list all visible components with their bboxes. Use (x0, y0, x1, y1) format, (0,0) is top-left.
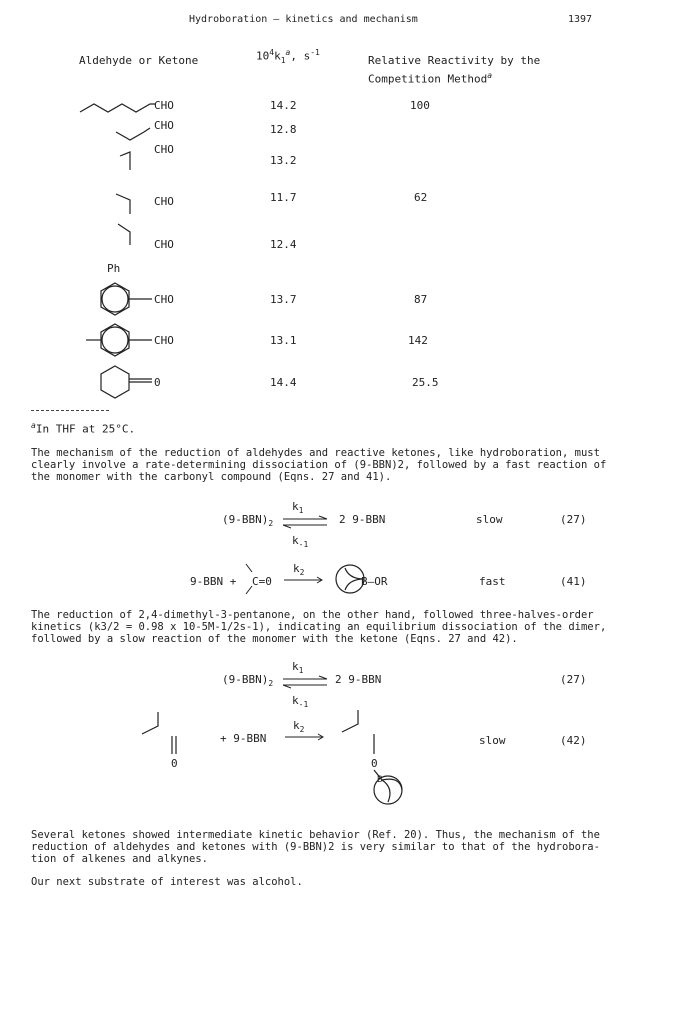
phenylpropanal-structure (118, 224, 130, 245)
column-header-relative-line2: Competition Method$^a$ (368, 71, 493, 86)
eq27b-k-forward: $k_1$ (292, 660, 304, 676)
eq42-number: (42) (560, 734, 587, 747)
row-2-label: CHO (154, 119, 174, 132)
eq41-reactant: 9-BBN + (190, 575, 237, 588)
row-6-rate: 13.7 (270, 293, 297, 306)
running-header-title: Hydroboration — kinetics and mechanism (189, 14, 418, 25)
methylbutanal-structure (120, 152, 130, 170)
eq42-k: $k_2$ (293, 719, 305, 735)
paragraph-4: Our next substrate of interest was alcohol. (31, 876, 303, 888)
eq42-ketone-oxygen: 0 (171, 757, 178, 770)
row-2-rate: 12.8 (270, 123, 297, 136)
column-header-relative-line1: Relative Reactivity by the (368, 54, 541, 67)
row-6-label: CHO (154, 293, 174, 306)
row-7-relative: 142 (408, 334, 428, 347)
eq41-carbonyl: C=0 (252, 575, 272, 588)
column-header-compound: Aldehyde or Ketone (79, 54, 199, 67)
eq41-product: B—OR (361, 575, 388, 588)
eq27a-number: (27) (560, 513, 587, 526)
page-number: 1397 (568, 14, 593, 25)
eq42-reagent: + 9-BBN (220, 732, 267, 745)
row-5-rate: 12.4 (270, 238, 297, 251)
eq42-boron: B (377, 775, 383, 785)
eq27a-rate-label: slow (476, 513, 503, 526)
eq41-arrow (282, 575, 326, 585)
eq27b-equilibrium-arrows (281, 675, 331, 689)
row-7-label: CHO (154, 334, 174, 347)
eq42-product-oxygen: 0 (371, 757, 378, 770)
row-1-label: CHO (154, 99, 174, 112)
row-6-relative: 87 (414, 293, 428, 306)
paragraph-3: Several ketones showed intermediate kinetic behavior (Ref. 20). Thus, the mechanism of the reduction of aldehydes and ketones with (9-BBN)2 is very similar to that of the hydrobora- tion of alkenes and alkynes. (31, 829, 600, 865)
row-8-rate: 14.4 (270, 376, 297, 389)
eq27b-reactant: $(9-BBN)_2$ (222, 673, 274, 689)
eq27b-product: 2 9-BBN (335, 673, 382, 686)
eq27a-reactant: $(9-BBN)_2$ (222, 513, 274, 529)
row-3-rate: 13.2 (270, 154, 297, 167)
row-1-rate: 14.2 (270, 99, 297, 112)
eq27a-k-forward: $k_1$ (292, 500, 304, 516)
tolualdehyde-ring (102, 327, 128, 353)
table-footnote: $^a$In THF at 25°C. (31, 421, 136, 436)
eq42-bbn-icon (368, 768, 408, 808)
row-5-phenyl: Ph (107, 262, 121, 275)
eq42-rate-label: slow (479, 734, 506, 747)
eq42-arrow (283, 732, 327, 742)
eq27a-product: 2 9-BBN (339, 513, 386, 526)
row-8-relative: 25.5 (412, 376, 439, 389)
cyclohexanone-ring (101, 366, 129, 398)
eq27b-k-reverse: $k_{-1}$ (292, 694, 309, 710)
pivaldehyde-structure (116, 194, 130, 214)
eq27b-number: (27) (560, 673, 587, 686)
row-4-rate: 11.7 (270, 191, 297, 204)
row-1-relative: 100 (410, 99, 430, 112)
row-5-label: CHO (154, 238, 174, 251)
row-4-relative: 62 (414, 191, 428, 204)
row-4-label: CHO (154, 195, 174, 208)
benzaldehyde-ring (102, 286, 128, 312)
eq27a-k-reverse: $k_{-1}$ (292, 534, 309, 550)
row-7-rate: 13.1 (270, 334, 297, 347)
eq41-number: (41) (560, 575, 587, 588)
column-header-rate: $10^4k_1^a$, $s^{-1}$ (256, 48, 320, 65)
eq41-rate-label: fast (479, 575, 506, 588)
eq42-product-structure (338, 706, 418, 756)
footnote-rule (31, 410, 109, 411)
row-8-label: 0 (154, 376, 161, 389)
hexanal-structure (80, 104, 156, 112)
paragraph-2: The reduction of 2,4-dimethyl-3-pentanone, on the other hand, followed three-halves-order kinetics (k3/2 = 0.98 x 10-5M-1/2s-1), indicating an equilibrium dissociation of the dimer, followed by a slow reaction of the monomer with the ketone (Eqns. 27 and 42). (31, 609, 607, 645)
paragraph-1: The mechanism of the reduction of aldehydes and reactive ketones, like hydroboration, must clearly involve a rate-determining dissociation of (9-BBN)2, followed by a fast reaction of the monomer with the carbonyl compound (Eqns. 27 and 41). (31, 447, 607, 483)
row-3-label: CHO (154, 143, 174, 156)
eq27a-equilibrium-arrows (281, 515, 331, 529)
methylpropanal-structure (116, 128, 150, 140)
eq42-ketone-structure (138, 708, 218, 758)
eq41-k: $k_2$ (293, 562, 305, 578)
